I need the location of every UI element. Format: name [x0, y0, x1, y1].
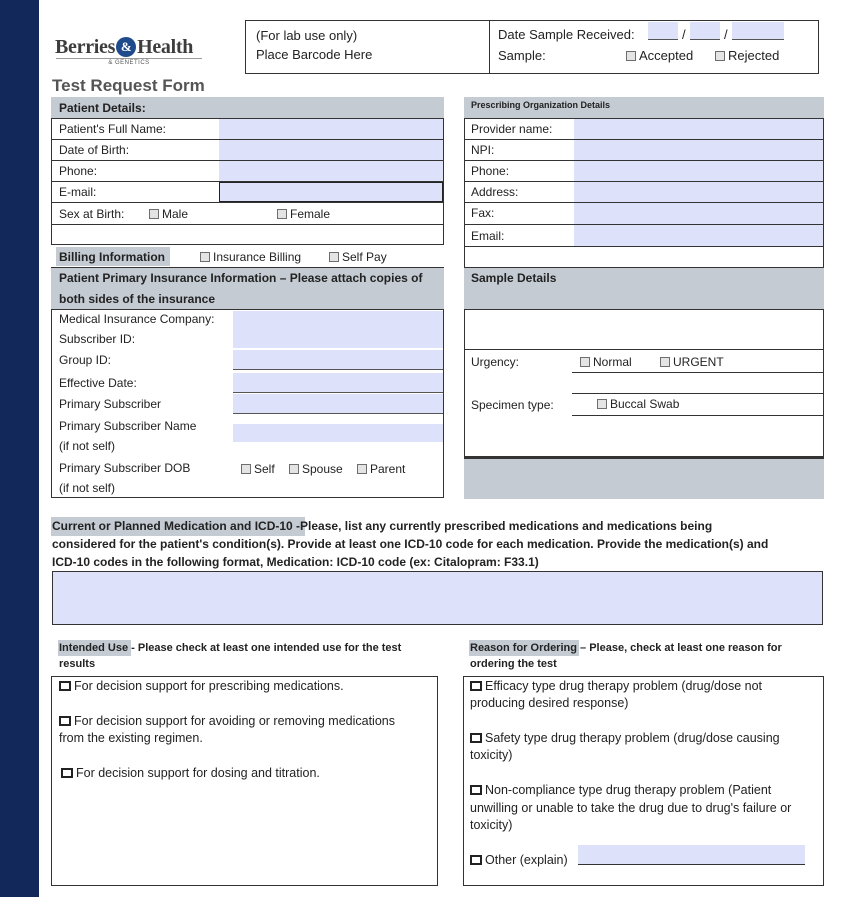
subscriber-dob-label: Primary Subscriber DOB [59, 461, 191, 475]
other-explain-field[interactable] [578, 845, 805, 865]
parent-checkbox[interactable]: Parent [357, 462, 405, 476]
insurance-company-field[interactable] [233, 311, 443, 348]
org-fax-label: Fax: [471, 206, 495, 220]
self-checkbox[interactable]: Self [241, 462, 275, 476]
sample-footer-band [464, 457, 824, 499]
urgency-label: Urgency: [471, 355, 520, 369]
insurance-header-text-2: both sides of the insurance [59, 292, 216, 306]
patient-name-field[interactable] [219, 119, 443, 139]
intended-use-title: Intended Use - Please check at least one intended use for the test [59, 642, 402, 654]
subscriber-id-label: Subscriber ID: [59, 332, 136, 346]
reason-option-1[interactable]: Efficacy type drug therapy problem (drug/dose not [470, 679, 762, 693]
reason-option-3-cont: unwilling or unable to take the drug due to drug's failure or [470, 801, 792, 815]
self-pay-checkbox[interactable]: Self Pay [329, 250, 387, 264]
reason-option-other[interactable]: Other (explain) [470, 853, 568, 867]
org-email-field[interactable] [574, 225, 823, 246]
provider-name-field[interactable] [574, 119, 823, 139]
medication-instructions: Current or Planned Medication and ICD-10 -Please, list any currently prescribed medications and medications being considered for the patient's condition(s). Provide at least one ICD-10 code for each medication. Provide the medication(s) and ICD-10 codes in the following format, Medication: ICD-10 code (ex: Citalopram: F33.1) [52, 519, 769, 569]
checkbox-icon [329, 252, 339, 262]
checkbox-icon [289, 464, 299, 474]
subscriber-name-label: Primary Subscriber Name [59, 419, 197, 433]
insurance-company-label: Medical Insurance Company: [59, 312, 215, 326]
checkbox-icon [597, 399, 607, 409]
subscriber-dob-note: (if not self) [59, 481, 116, 495]
group-id-field[interactable] [233, 350, 443, 370]
reason-title: Reason for Ordering – Please, check at least one reason for [470, 642, 782, 654]
sex-label: Sex at Birth: [59, 207, 125, 221]
patient-dob-label: Date of Birth: [59, 143, 130, 157]
patient-name-label: Patient's Full Name: [59, 122, 166, 136]
billing-label: Billing Information [59, 250, 165, 264]
reason-option-2-cont: toxicity) [470, 748, 513, 762]
intended-use-desc: results [59, 658, 96, 670]
primary-subscriber-label: Primary Subscriber [59, 397, 162, 411]
org-phone-label: Phone: [471, 164, 510, 178]
accepted-checkbox[interactable]: Accepted [626, 48, 693, 63]
org-details-title: Prescribing Organization Details [471, 100, 611, 110]
npi-field[interactable] [574, 140, 823, 160]
checkbox-icon [660, 357, 670, 367]
reason-desc: ordering the test [470, 658, 557, 670]
org-address-label: Address: [471, 185, 519, 199]
insurance-header-text: Patient Primary Insurance Information – Please attach copies of [59, 271, 423, 285]
patient-email-field[interactable] [219, 182, 443, 202]
patient-phone-field[interactable] [219, 161, 443, 181]
reason-option-3[interactable]: Non-compliance type drug therapy problem (Patient [470, 783, 771, 797]
checkbox-icon [357, 464, 367, 474]
intended-use-box [51, 676, 438, 886]
subscriber-name-field[interactable] [233, 424, 443, 442]
urgent-checkbox[interactable]: URGENT [660, 355, 724, 369]
checkbox-icon [241, 464, 251, 474]
lab-use-label: (For lab use only) [256, 28, 358, 43]
group-id-label: Group ID: [59, 353, 112, 367]
org-email-label: Email: [471, 229, 505, 243]
patient-phone-label: Phone: [59, 164, 98, 178]
checkbox-icon [277, 209, 287, 219]
effective-date-label: Effective Date: [59, 376, 137, 390]
checkbox-icon [470, 733, 482, 743]
date-received-label: Date Sample Received: [498, 27, 635, 42]
rejected-checkbox[interactable]: Rejected [715, 48, 779, 63]
intended-use-option-2-cont: from the existing regimen. [59, 731, 203, 745]
intended-use-option-1[interactable]: For decision support for prescribing medications. [59, 679, 344, 693]
checkbox-icon [149, 209, 159, 219]
checkbox-icon [61, 768, 73, 778]
checkbox-icon [470, 681, 482, 691]
npi-label: NPI: [471, 143, 495, 157]
buccal-swab-checkbox[interactable]: Buccal Swab [597, 397, 679, 411]
barcode-placeholder: Place Barcode Here [256, 47, 373, 62]
provider-name-label: Provider name: [471, 122, 553, 136]
checkbox-icon [59, 716, 71, 726]
intended-use-option-2[interactable]: For decision support for avoiding or removing medications [59, 714, 395, 728]
female-checkbox[interactable]: Female [277, 207, 330, 221]
sample-label: Sample: [498, 48, 546, 63]
logo-tagline: & GENETICS [56, 58, 202, 66]
form-title: Test Request Form [52, 76, 205, 95]
checkbox-icon [626, 51, 636, 61]
checkbox-icon [580, 357, 590, 367]
org-address-field[interactable] [574, 182, 823, 202]
normal-checkbox[interactable]: Normal [580, 355, 632, 369]
intended-use-option-3[interactable]: For decision support for dosing and titration. [61, 766, 320, 780]
spouse-checkbox[interactable]: Spouse [289, 462, 343, 476]
left-brand-bar [0, 0, 39, 897]
reason-option-2[interactable]: Safety type drug therapy problem (drug/dose causing [470, 731, 780, 745]
patient-email-label: E-mail: [59, 185, 97, 199]
sample-details-box [464, 309, 824, 457]
effective-date-field[interactable] [233, 373, 443, 393]
date-month-field[interactable] [648, 22, 678, 40]
checkbox-icon [470, 855, 482, 865]
org-phone-field[interactable] [574, 161, 823, 181]
patient-dob-field[interactable] [219, 140, 443, 160]
insurance-billing-checkbox[interactable]: Insurance Billing [200, 250, 301, 264]
date-day-field[interactable] [690, 22, 720, 40]
primary-subscriber-field[interactable] [233, 394, 443, 414]
reason-option-1-cont: producing desired response) [470, 696, 629, 710]
sample-details-title: Sample Details [471, 271, 557, 285]
patient-details-title: Patient Details: [59, 101, 146, 115]
specimen-type-label: Specimen type: [471, 398, 554, 412]
checkbox-icon [200, 252, 210, 262]
male-checkbox[interactable]: Male [149, 207, 188, 221]
medication-input[interactable] [52, 571, 823, 625]
checkbox-icon [59, 681, 71, 691]
checkbox-icon [470, 785, 482, 795]
subscriber-name-note: (if not self) [59, 439, 116, 453]
ampersand-icon: & [116, 37, 136, 57]
reason-option-3-cont-2: toxicity) [470, 818, 513, 832]
company-logo: Berries & Health [55, 36, 194, 58]
org-fax-field[interactable] [574, 203, 823, 224]
checkbox-icon [715, 51, 725, 61]
date-year-field[interactable] [732, 22, 784, 40]
